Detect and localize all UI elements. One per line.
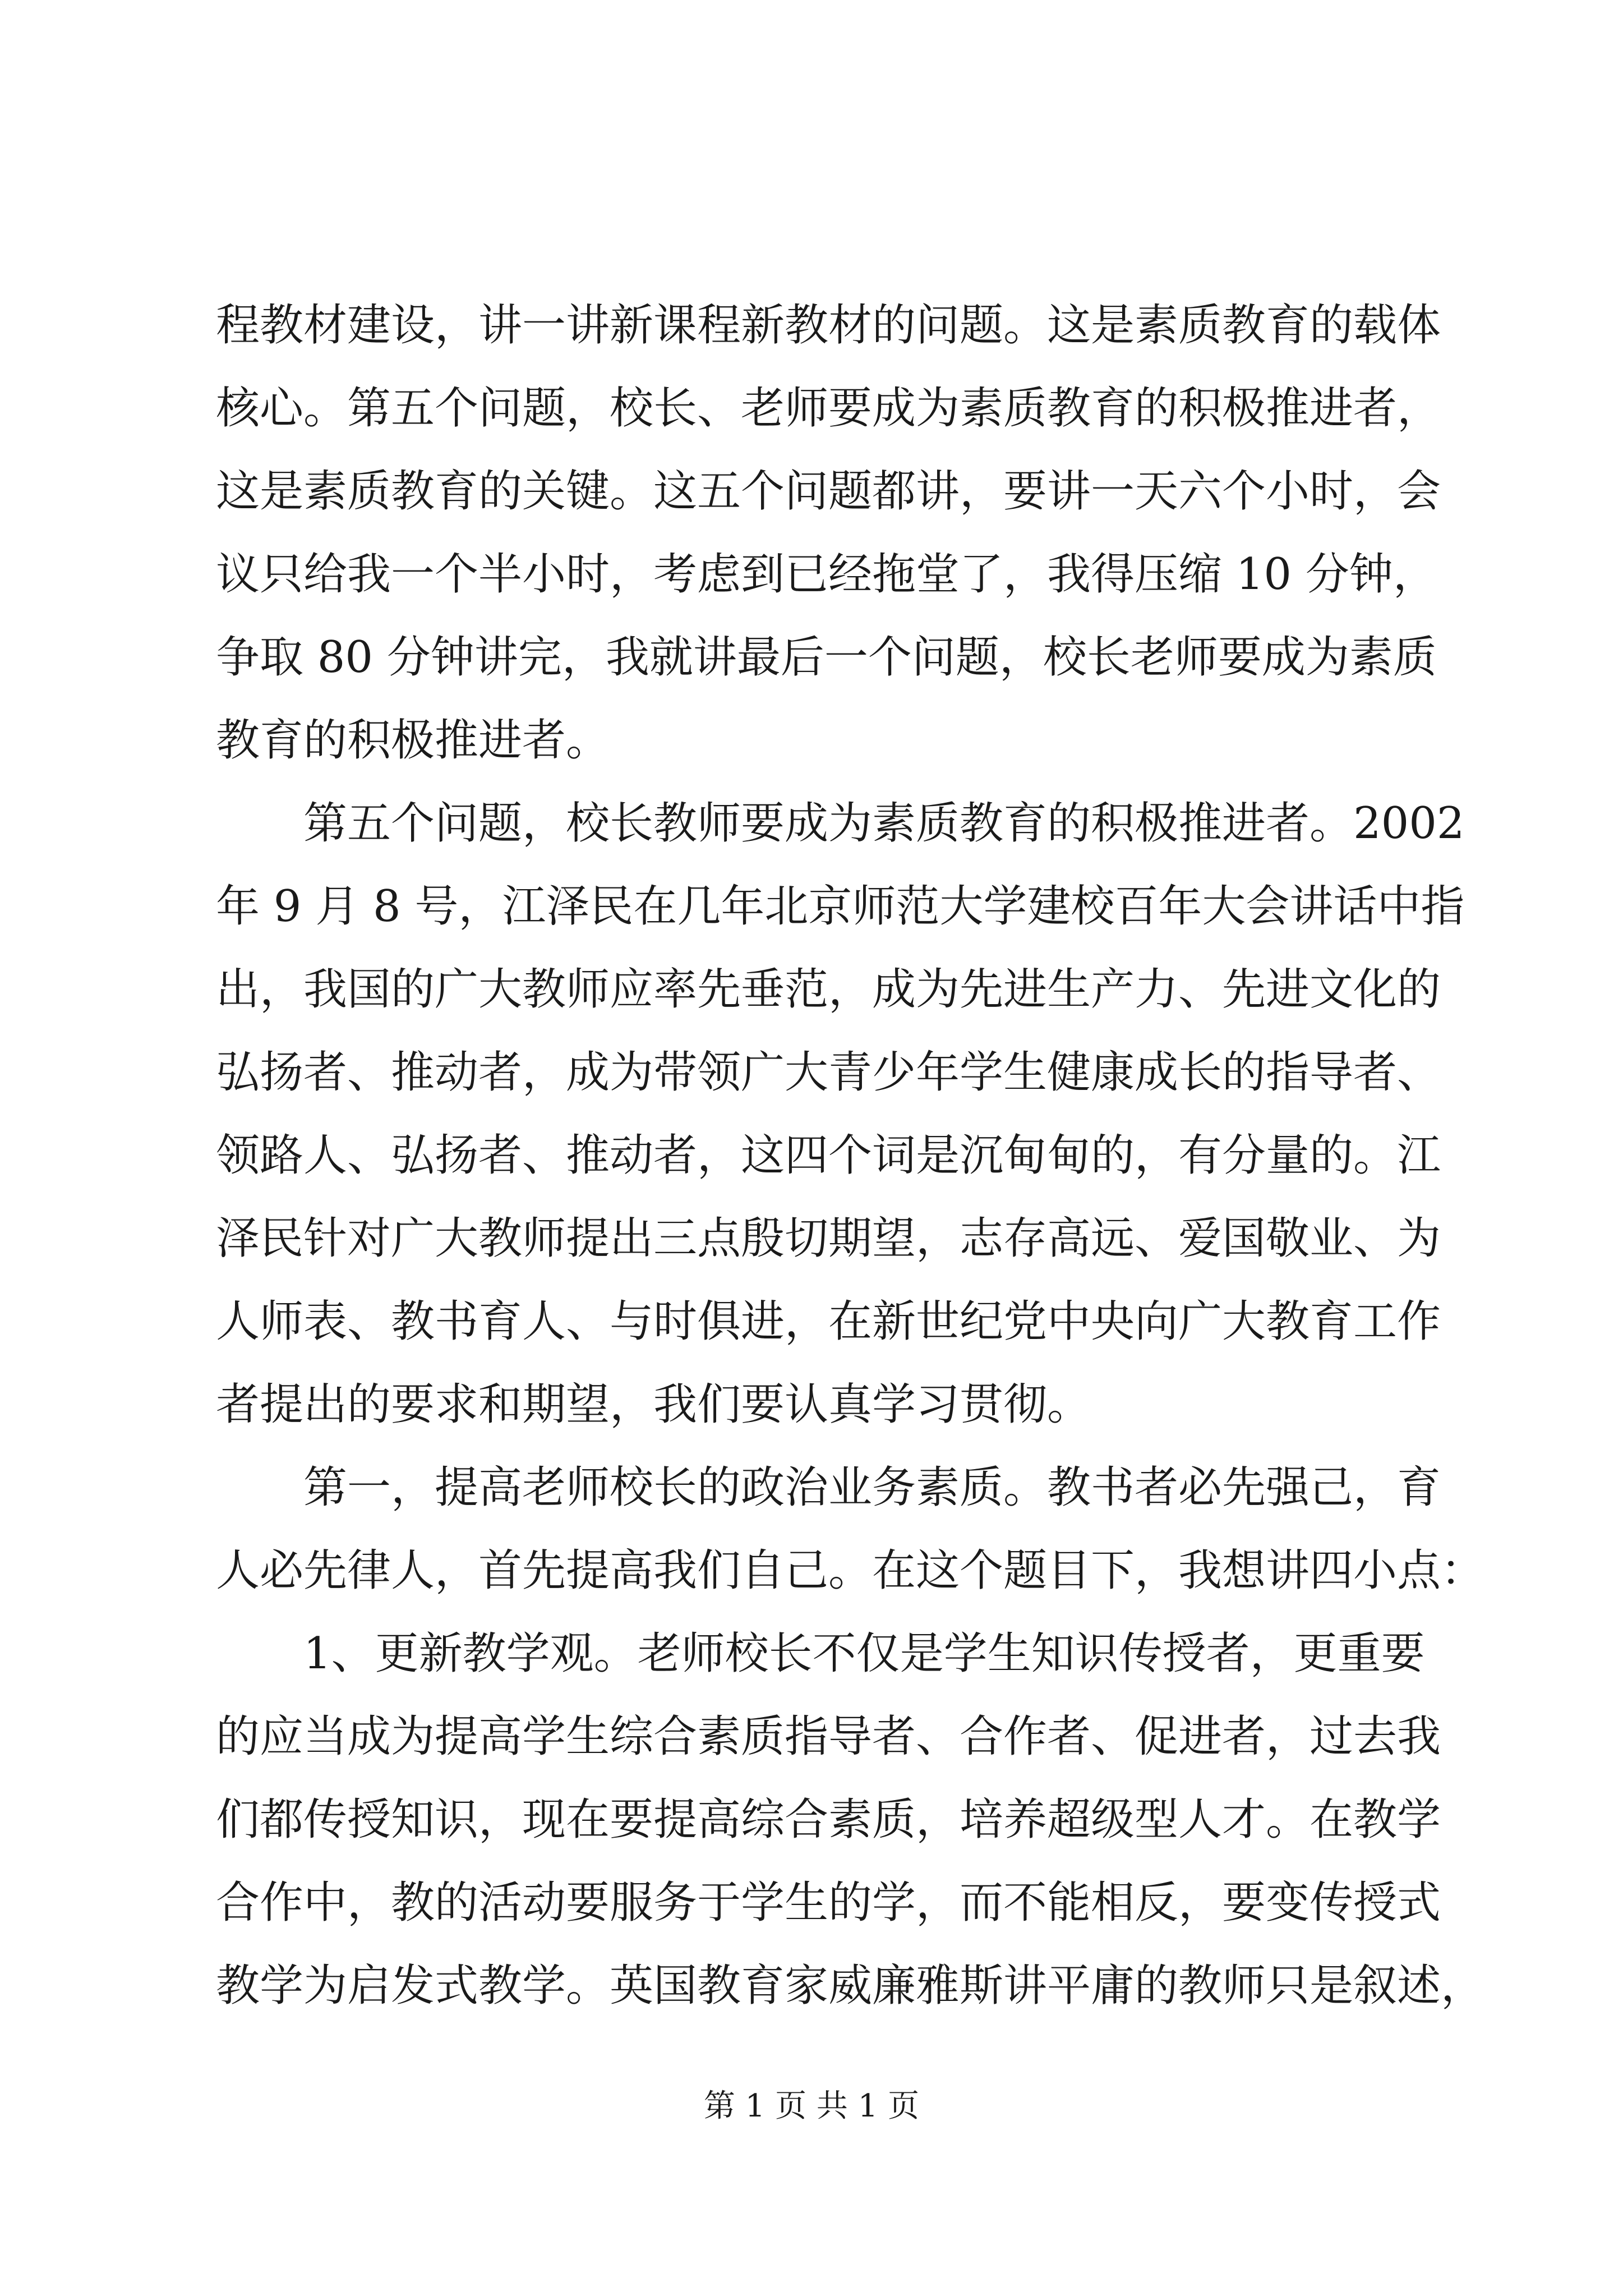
text-line-3: 这是素质教育的关键。这五个问题都讲，要讲一天六个小时，会	[216, 466, 1441, 517]
text-line-13: 人师表、教书育人、与时俱进，在新世纪党中央向广大教育工作	[216, 1296, 1441, 1347]
text-line-4: 议只给我一个半小时，考虑到已经拖堂了，我得压缩 10 分钟，	[216, 549, 1437, 600]
text-line-11: 领路人、弘扬者、推动者，这四个词是沉甸甸的，有分量的。江	[216, 1130, 1441, 1181]
text-line-10: 弘扬者、推动者，成为带领广大青少年学生健康成长的指导者、	[216, 1047, 1441, 1098]
text-line-19: 们都传授知识，现在要提高综合素质，培养超级型人才。在教学	[216, 1795, 1441, 1845]
text-line-9: 出，我国的广大教师应率先垂范，成为先进生产力、先进文化的	[216, 964, 1441, 1015]
text-line-15: 第一，提高老师校长的政治业务素质。教书者必先强己，育	[303, 1462, 1441, 1513]
text-line-17: 1、更新教学观。老师校长不仅是学生知识传授者，更重要	[303, 1628, 1425, 1679]
text-line-1: 程教材建设，讲一讲新课程新教材的问题。这是素质教育的载体	[216, 300, 1441, 351]
text-line-2: 核心。第五个问题，校长、老师要成为素质教育的积极推进者，	[216, 383, 1441, 434]
text-line-14: 者提出的要求和期望，我们要认真学习贯彻。	[216, 1379, 1091, 1430]
text-line-7: 第五个问题，校长教师要成为素质教育的积极推进者。2002	[303, 798, 1465, 849]
text-line-16: 人必先律人，首先提高我们自己。在这个题目下，我想讲四小点：	[216, 1545, 1485, 1596]
text-line-18: 的应当成为提高学生综合素质指导者、合作者、促进者，过去我	[216, 1711, 1441, 1762]
text-line-6: 教育的积极推进者。	[216, 715, 610, 766]
text-line-8: 年 9 月 8 号，江泽民在几年北京师范大学建校百年大会讲话中指	[216, 881, 1465, 932]
page-footer: 第 1 页 共 1 页	[703, 2088, 920, 2124]
text-line-12: 泽民针对广大教师提出三点殷切期望，志存高远、爱国敬业、为	[216, 1213, 1441, 1264]
text-line-20: 合作中，教的活动要服务于学生的学，而不能相反，要变传授式	[216, 1878, 1441, 1928]
text-line-5: 争取 80 分钟讲完，我就讲最后一个问题，校长老师要成为素质	[216, 632, 1437, 683]
text-line-21: 教学为启发式教学。英国教育家威廉雅斯讲平庸的教师只是叙述，	[216, 1961, 1485, 2011]
